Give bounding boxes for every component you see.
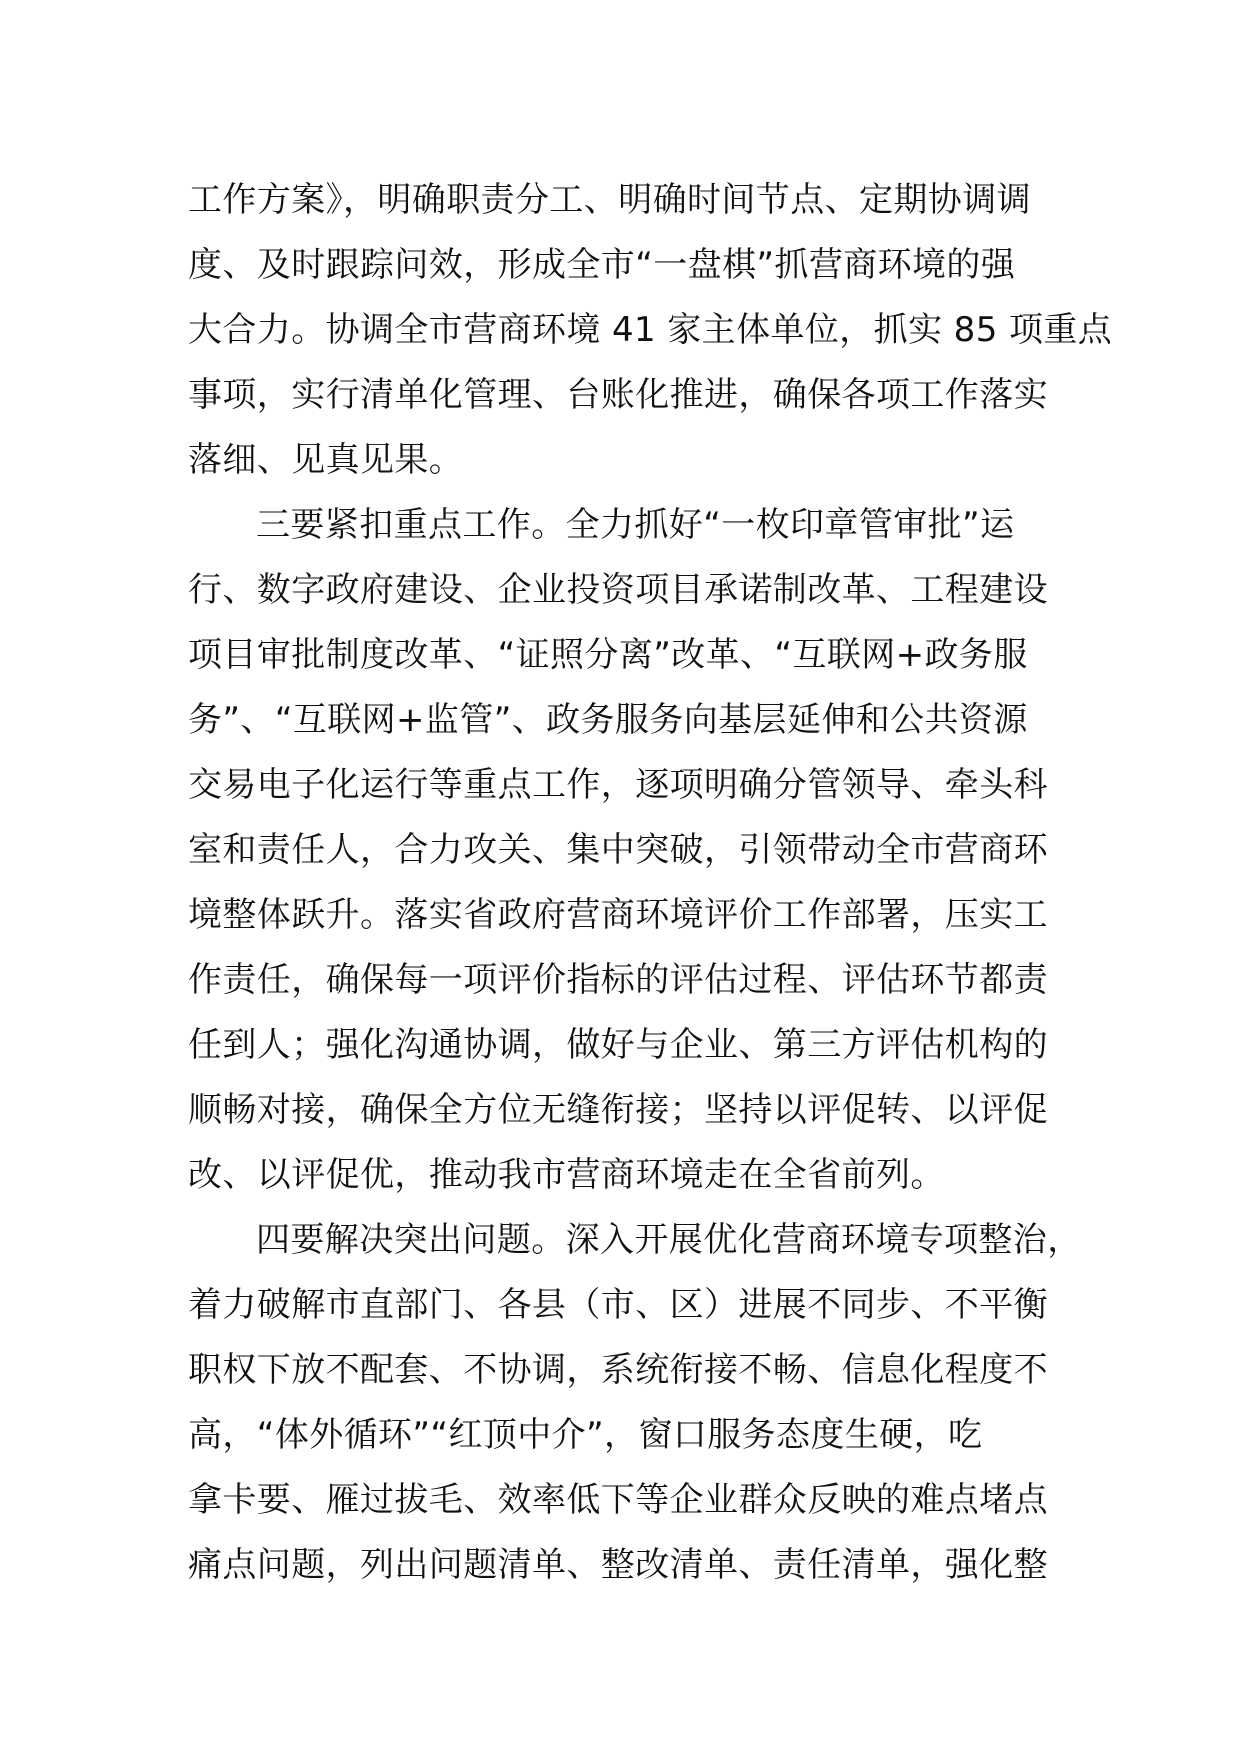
text-line: 痛点问题，列出问题清单、整改清单、责任清单，强化整 [188, 1545, 1048, 1585]
text-line: 事项，实行清单化管理、台账化推进，确保各项工作落实 [188, 375, 1048, 415]
text-line: 境整体跃升。落实省政府营商环境评价工作部署，压实工 [188, 895, 1048, 935]
text-line: 项目审批制度改革、“证照分离”改革、“互联网+政务服 [188, 635, 1028, 675]
text-line: 任到人；强化沟通协调，做好与企业、第三方评估机构的 [188, 1025, 1048, 1065]
text-line: 工作方案》，明确职责分工、明确时间节点、定期协调调 [188, 180, 1031, 220]
text-line: 大合力。协调全市营商环境 41 家主体单位，抓实 85 项重点 [188, 310, 1113, 350]
text-line: 着力破解市直部门、各县（市、区）进展不同步、不平衡 [188, 1285, 1048, 1325]
text-line: 务”、“互联网+监管”、政务服务向基层延伸和公共资源 [188, 700, 1028, 740]
paragraph-2 [188, 493, 1068, 1208]
paragraph-3 [188, 1208, 1082, 1598]
text-line: 四要解决突出问题。深入开展优化营商环境专项整治， [256, 1220, 1082, 1260]
text-line: 室和责任人，合力攻关、集中突破，引领带动全市营商环 [188, 830, 1048, 870]
text-line: 行、数字政府建设、企业投资项目承诺制改革、工程建设 [188, 570, 1048, 610]
text-line: 拿卡要、雁过拔毛、效率低下等企业群众反映的难点堵点 [188, 1480, 1048, 1520]
text-line: 顺畅对接，确保全方位无缝衔接；坚持以评促转、以评促 [188, 1090, 1048, 1130]
text-line: 职权下放不配套、不协调，系统衔接不畅、信息化程度不 [188, 1350, 1048, 1390]
text-line: 高，“体外循环”“红顶中介”，窗口服务态度生硬，吃 [188, 1415, 983, 1455]
text-line: 交易电子化运行等重点工作，逐项明确分管领导、牵头科 [188, 765, 1048, 805]
text-line: 改、以评促优，推动我市营商环境走在全省前列。 [188, 1155, 945, 1195]
body-text [188, 168, 1113, 1598]
text-line: 落细、见真见果。 [188, 440, 464, 480]
paragraph-1 [188, 168, 1113, 493]
text-line: 度、及时跟踪问效，形成全市“一盘棋”抓营商环境的强 [188, 245, 1016, 285]
text-line: 三要紧扣重点工作。全力抓好“一枚印章管审批”运 [256, 505, 1015, 545]
text-line: 作责任，确保每一项评价指标的评估过程、评估环节都责 [188, 960, 1048, 1000]
